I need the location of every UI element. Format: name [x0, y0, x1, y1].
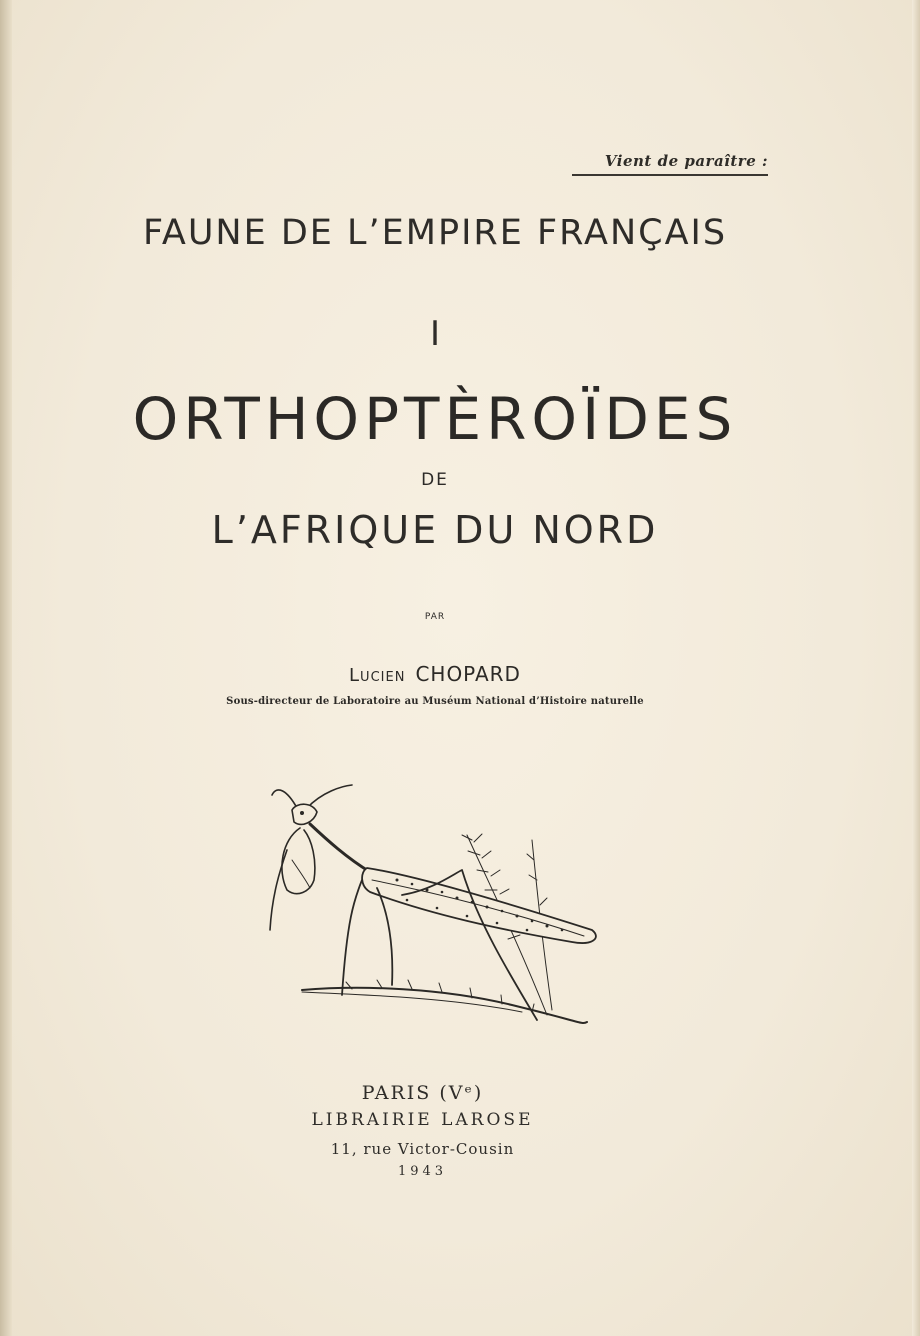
series-title: FAUNE DE L’EMPIRE FRANÇAIS [142, 213, 728, 253]
book-title: ORTHOPTÈROÏDES [132, 385, 738, 453]
page-edge [912, 0, 920, 1336]
publication-year: 1943 [397, 1164, 448, 1179]
volume-number: I [429, 314, 441, 354]
praying-mantis-illustration [262, 780, 612, 1030]
publisher-name: LIBRAIRIE LAROSE [311, 1110, 534, 1130]
by-label: PAR [424, 612, 446, 622]
publisher-city: PARIS (Vᵉ) [361, 1082, 484, 1104]
author-first-name: Lucien [349, 665, 406, 686]
title-connector: DE [421, 470, 449, 490]
book-subtitle: L’AFRIQUE DU NORD [211, 508, 659, 552]
author-last-name: CHOPARD [415, 662, 521, 686]
new-release-notice: Vient de paraître : [572, 152, 768, 176]
author-name [0, 662, 870, 686]
publisher-address: 11, rue Victor-Cousin [330, 1140, 515, 1158]
author-affiliation: Sous-directeur de Laboratoire au Muséum National d’Histoire naturelle [226, 696, 644, 707]
